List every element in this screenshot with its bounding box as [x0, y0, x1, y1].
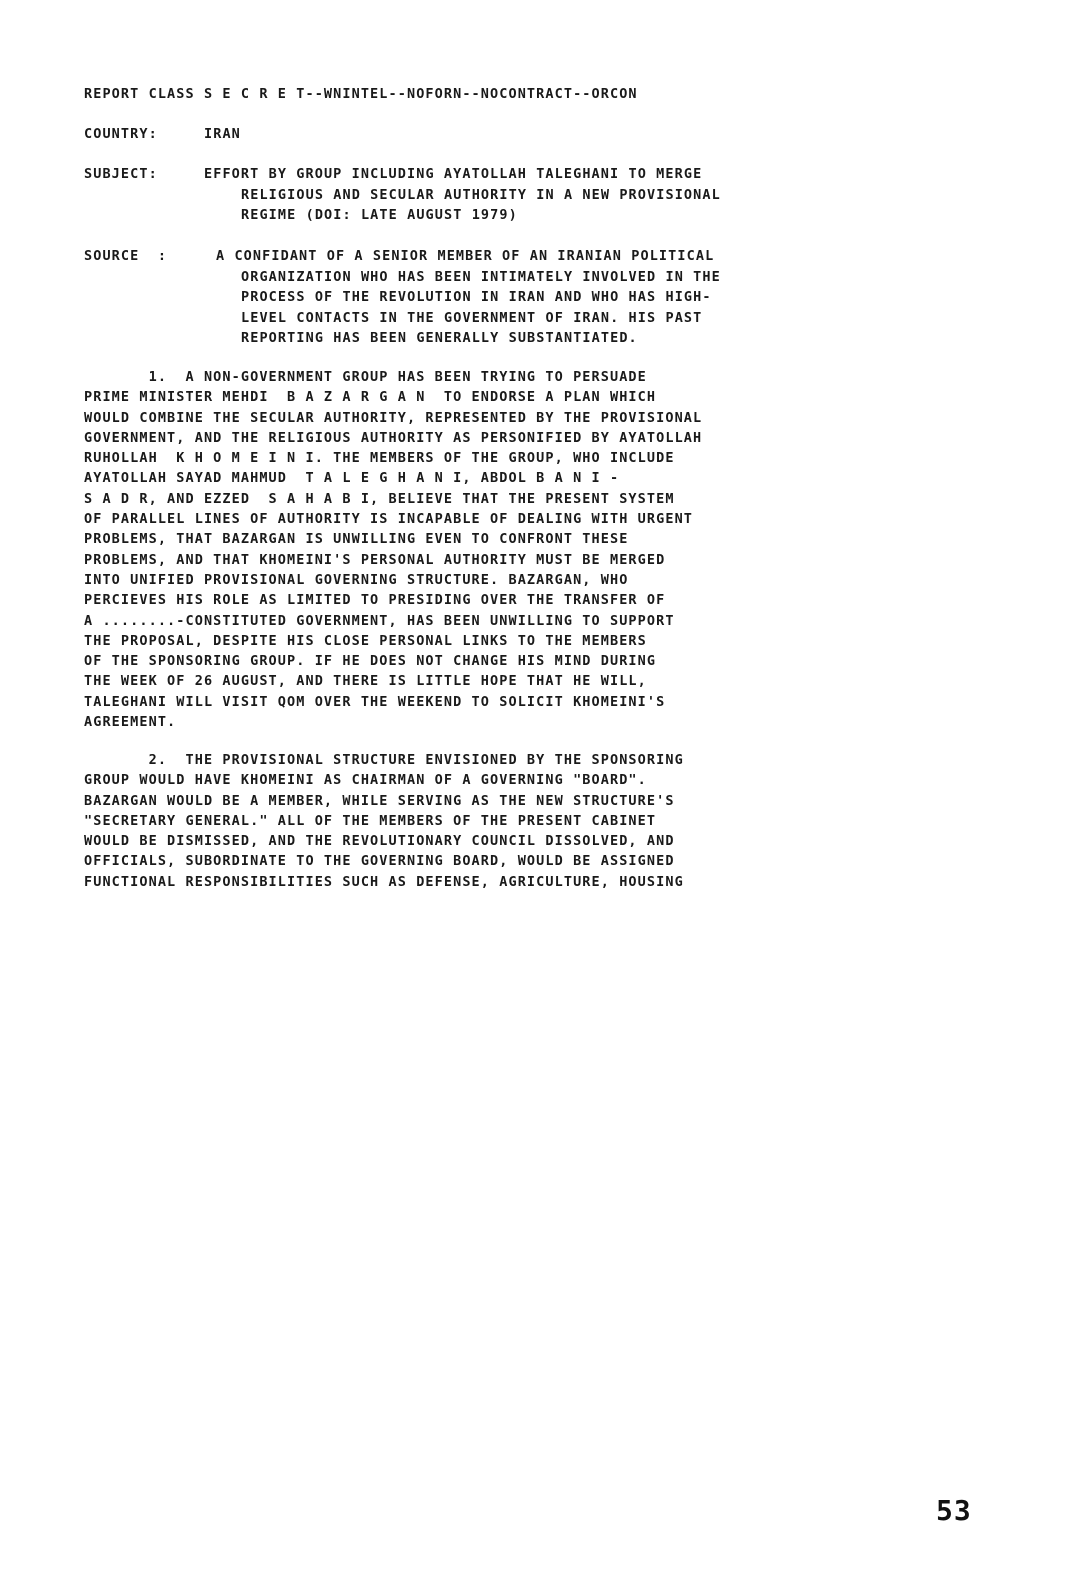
page-number: 53 — [936, 1494, 972, 1527]
paragraph-line: OFFICIALS, SUBORDINATE TO THE GOVERNING BOARD, WOULD BE ASSIGNED — [84, 853, 675, 870]
country-value: IRAN — [204, 126, 241, 142]
subject-label: SUBJECT: — [84, 166, 158, 182]
paragraph-line: THE WEEK OF 26 AUGUST, AND THERE IS LITTLE HOPE THAT HE WILL, — [84, 673, 647, 690]
paragraph-line: WOULD BE DISMISSED, AND THE REVOLUTIONARY COUNCIL DISSOLVED, AND — [84, 833, 675, 850]
subject-line: EFFORT BY GROUP INCLUDING AYATOLLAH TALEGHANI TO MERGE — [204, 166, 703, 182]
paragraph-line: THE PROPOSAL, DESPITE HIS CLOSE PERSONAL LINKS TO THE MEMBERS — [84, 632, 647, 649]
paragraph-line: WOULD COMBINE THE SECULAR AUTHORITY, REPRESENTED BY THE PROVISIONAL — [84, 409, 703, 426]
country-field — [84, 124, 984, 146]
paragraph-line: 2. THE PROVISIONAL STRUCTURE ENVISIONED BY THE SPONSORING — [84, 752, 684, 768]
paragraph-line: FUNCTIONAL RESPONSIBILITIES SUCH AS DEFENSE, AGRICULTURE, HOUSING — [84, 873, 684, 890]
subject-line: RELIGIOUS AND SECULAR AUTHORITY IN A NEW PROVISIONAL — [241, 186, 721, 203]
paragraph-line: INTO UNIFIED PROVISIONAL GOVERNING STRUCTURE. BAZARGAN, WHO — [84, 571, 629, 588]
paragraph-line: AYATOLLAH SAYAD MAHMUD T A L E G H A N I, ABDOL B A N I - — [84, 470, 620, 487]
paragraph-line: PRIME MINISTER MEHDI B A Z A R G A N TO ENDORSE A PLAN WHICH — [84, 389, 657, 406]
paragraph-line: GROUP WOULD HAVE KHOMEINI AS CHAIRMAN OF A GOVERNING "BOARD". — [84, 772, 647, 789]
paragraph-line: A ........-CONSTITUTED GOVERNMENT, HAS BEEN UNWILLING TO SUPPORT — [84, 612, 675, 629]
report-classification-header: REPORT CLASS S E C R E T--WNINTEL--NOFORN--NOCONTRACT--ORCON — [84, 86, 638, 102]
source-line: PROCESS OF THE REVOLUTION IN IRAN AND WHO HAS HIGH- — [241, 289, 712, 305]
paragraph-line: PROBLEMS, THAT BAZARGAN IS UNWILLING EVEN TO CONFRONT THESE — [84, 531, 629, 548]
paragraph-2 — [84, 750, 684, 892]
paragraph-line: S A D R, AND EZZED S A H A B I, BELIEVE THAT THE PRESENT SYSTEM — [84, 490, 675, 507]
country-label: COUNTRY: — [84, 126, 158, 142]
source-line: A CONFIDANT OF A SENIOR MEMBER OF AN IRANIAN POLITICAL — [216, 248, 715, 264]
paragraph-line: OF THE SPONSORING GROUP. IF HE DOES NOT CHANGE HIS MIND DURING — [84, 653, 657, 670]
paragraph-line: PROBLEMS, AND THAT KHOMEINI'S PERSONAL AUTHORITY MUST BE MERGED — [84, 551, 666, 568]
paragraph-line: "SECRETARY GENERAL." ALL OF THE MEMBERS OF THE PRESENT CABINET — [84, 812, 657, 829]
source-field — [84, 246, 984, 351]
source-line: REPORTING HAS BEEN GENERALLY SUBSTANTIATED. — [241, 330, 638, 346]
paragraph-line: AGREEMENT. — [84, 714, 177, 731]
paragraph-line: 1. A NON-GOVERNMENT GROUP HAS BEEN TRYING TO PERSUADE — [84, 369, 647, 385]
paragraph-line: GOVERNMENT, AND THE RELIGIOUS AUTHORITY AS PERSONIFIED BY AYATOLLAH — [84, 429, 703, 446]
source-line: LEVEL CONTACTS IN THE GOVERNMENT OF IRAN. HIS PAST — [241, 309, 703, 326]
paragraph-1 — [84, 367, 702, 732]
paragraph-line: RUHOLLAH K H O M E I N I. THE MEMBERS OF THE GROUP, WHO INCLUDE — [84, 450, 675, 467]
source-line: ORGANIZATION WHO HAS BEEN INTIMATELY INVOLVED IN THE — [241, 268, 721, 285]
subject-line: REGIME (DOI: LATE AUGUST 1979) — [241, 207, 518, 223]
source-label: SOURCE : — [84, 248, 168, 264]
paragraph-line: TALEGHANI WILL VISIT QOM OVER THE WEEKEND TO SOLICIT KHOMEINI'S — [84, 693, 666, 710]
paragraph-line: OF PARALLEL LINES OF AUTHORITY IS INCAPABLE OF DEALING WITH URGENT — [84, 511, 694, 528]
paragraph-line: BAZARGAN WOULD BE A MEMBER, WHILE SERVING AS THE NEW STRUCTURE'S — [84, 792, 675, 809]
paragraph-line: PERCIEVES HIS ROLE AS LIMITED TO PRESIDING OVER THE TRANSFER OF — [84, 592, 666, 609]
subject-field — [84, 164, 984, 228]
